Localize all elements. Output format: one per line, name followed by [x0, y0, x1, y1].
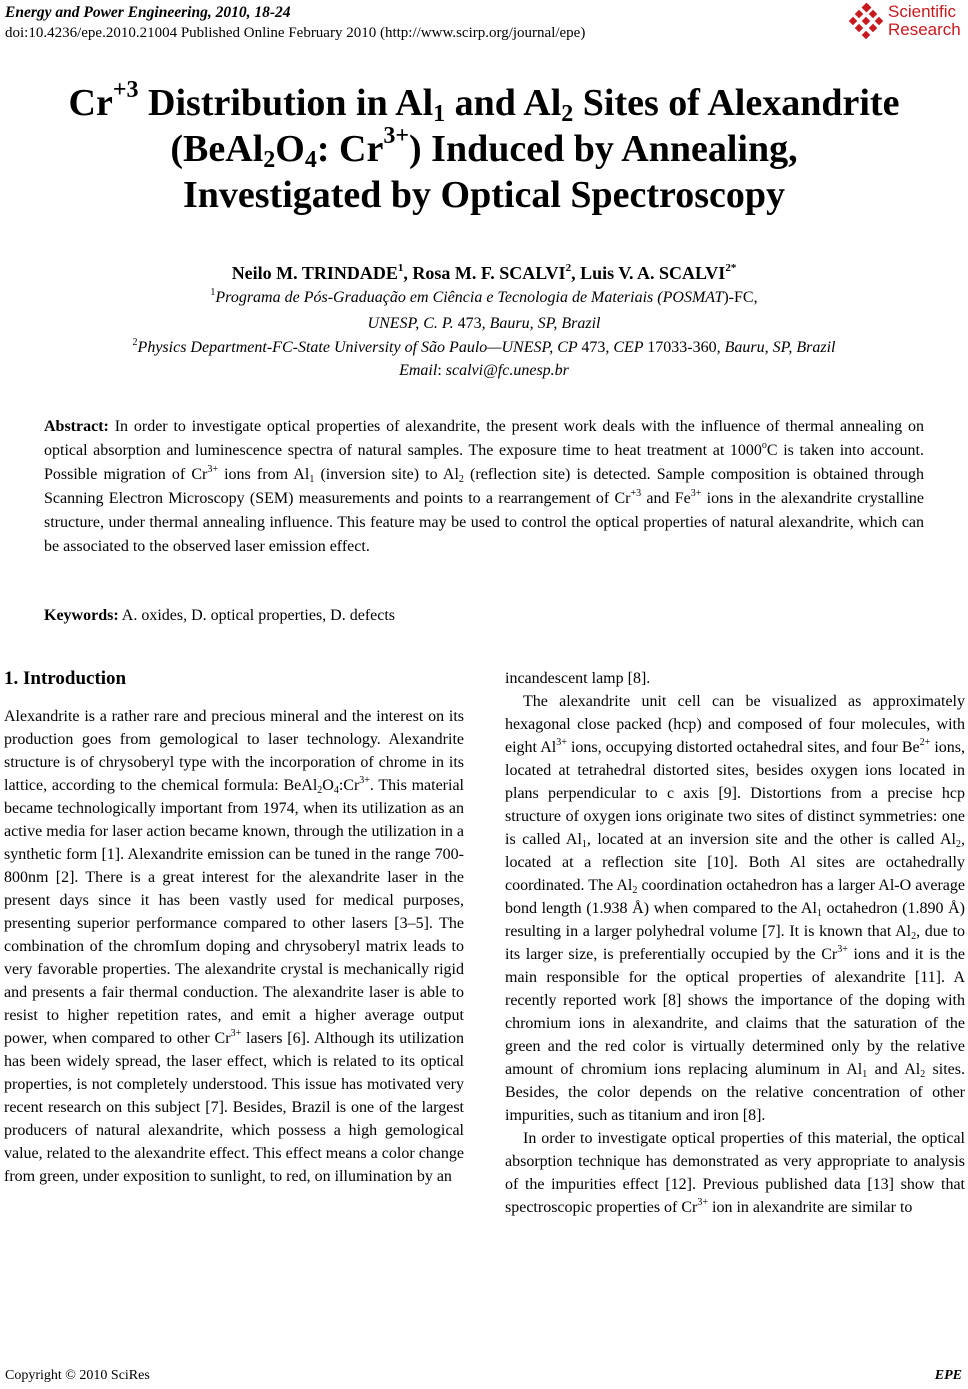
intro-paragraph: Alexandrite is a rather rare and precious mineral and the interest on its production goes from gemological to laser technology. Alexandrite structure is of chrysoberyl type with the incorporation of chrome in its lattice, according to the chemical formula: $BeAl_2O_4:Cr^{3+}$. This material became technologically important from 1974, when its utilization as an active media for laser action became known, through the utilization in a synthetic form [1]. Alexandrite emission can be tuned in the range 700-800nm [2]. There is a great interest for the alexandrite laser in the present days since it has been vastly used for medical purposes, presenting superior performance compared to other lasers [3–5]. The combination of the chromIum doping and chrysoberyl matrix leads to very favorable properties. The alexandrite crystal is mechanically rigid and presents a fair thermal conduction. The alexandrite laser is able to resist to higher repetition rates, and emit a higher average output power, when compared to other $Cr^{3+}$ lasers [6]. Although its utilization has been widely spread, the laser effect, which is related to its optical properties, is not completely understood. This issue has motivated very recent research on this subject [7]. Besides, Brazil is one of the largest producers of natural alexandrite, which possess a high gemological value, related to the alexandrite effect. This effect means a color change from green, under exposition to sunlight, to red, on illumination by an [4, 708, 465, 1185]
column-left [4, 667, 464, 1188]
abstract: Abstract: In order to investigate optical properties of alexandrite, the present work deals with the influence of thermal annealing on optical absorption and luminescence spectra of natural samples. The exposure time to heat treatment at 1000$^o$C is taken into account. Possible migration of $Cr^{3+}$ ions from $Al_1$ (inversion site) to $Al_2$ (reflection site) is detected. Sample composition is obtained through Scanning Electron Microscopy (SEM) measurements and points to a rearrangement of $Cr^{+3}$ and $Fe^{3+}$ ions in the alexandrite crystalline structure, under thermal annealing influence. This feature may be used to control the optical properties of natural alexandrite, which can be associated to the observed laser emission effect. [44, 418, 925, 555]
paragraph-unit-cell: The alexandrite unit cell can be visualized as approximately hexagonal close packed (hcp) and composed of four molecules, with eight $Al^{3+}$ ions, occupying distorted octahedral sites, and four $Be^{2+}$ ions, located at tetrahedral distorted sites, besides oxygen ions located in plans perpendicular to c axis [9]. Distortions from a precise hcp structure of oxygen ions originate two sites of distinct symmetries: one is called $Al_1$, located at an inversion site and the other is called $Al_2$, located at a reflection site [10]. Both Al sites are octahedrally coordinated. The $Al_2$ coordination octahedron has a larger Al-O average bond length (1.938 Å) when compared to the $Al_1$ octahedron (1.890 Å) resulting in a larger polyhedral volume [7]. It is known that $Al_2$, due to its larger size, is preferentially occupied by the $Cr^{3+}$ ions and it is the main responsible for the optical properties of alexandrite [11]. A recently reported work [8] shows the importance of the doping with chromium ions in alexandrite, and claims that the saturation of the green and the red color is virtually determined only by the relative amount of chromium ions replacing aluminum in $Al_1$ and $Al_2$ sites. Besides, the color depends on the relative concentration of other impurities, such as titanium and iron [8]. [505, 693, 966, 1124]
paper-title: $Cr^{+3}$ Distribution in $Al_1$ and $Al_2$ Sites of Alexandrite ($BeAl_2O_4$: $Cr^{3+}$) Induced by Annealing, Investigated by Optical Spectroscopy [68, 77, 900, 216]
keywords: Keywords: A. oxides, D. optical properties, D. defects [44, 607, 396, 624]
logo-wordmark: Scientific Research [888, 2, 961, 39]
affiliation-1-address: UNESP, C. P. 473, Bauru, SP, Brazil [367, 315, 601, 332]
footer-journal-abbr: EPE [934, 1368, 962, 1383]
continued-text: incandescent lamp [8]. [505, 670, 651, 687]
corresponding-email: Email: scalvi@fc.unesp.br [399, 362, 569, 379]
paragraph-optical-absorption: In order to investigate optical properties of this material, the optical absorption technique has demonstrated as very appropriate to analysis of the impurities effect [12]. Previous published data [13] show that spectroscopic properties of $Cr^{3+}$ ion in alexandrite are similar to [505, 1130, 965, 1216]
author-list: Neilo M. TRINDADE$^1$, Rosa M. F. SCALVI$^2$, Luis V. A. $SCALVI^{2*}$ [231, 262, 737, 283]
column-right [505, 667, 965, 1219]
keywords-label: Keywords: [44, 607, 119, 624]
abstract-label: Abstract: [44, 418, 109, 435]
doi-line: doi:10.4236/epe.2010.21004 Published Online February 2010 (http://www.scirp.org/journal/epe) [5, 25, 586, 41]
email-link[interactable]: scalvi@fc.unesp.br [445, 362, 569, 379]
section-heading-introduction: 1. Introduction [4, 668, 127, 689]
journal-citation: Energy and Power Engineering, 2010, 18-24 [5, 4, 291, 21]
footer-copyright: Copyright © 2010 SciRes [5, 1368, 150, 1383]
publisher-logo[interactable] [848, 2, 968, 42]
logo-mark-icon [848, 3, 886, 41]
affiliation-2: $^2$Physics Department-FC-State University of São Paulo—UNESP, CP 473, CEP 17033-360, Bauru, SP, Brazil [132, 337, 836, 356]
affiliation-1: $^1$Programa de Pós-Graduação em Ciência e Tecnologia de Materiais (POSMAT)-FC, [210, 287, 758, 306]
